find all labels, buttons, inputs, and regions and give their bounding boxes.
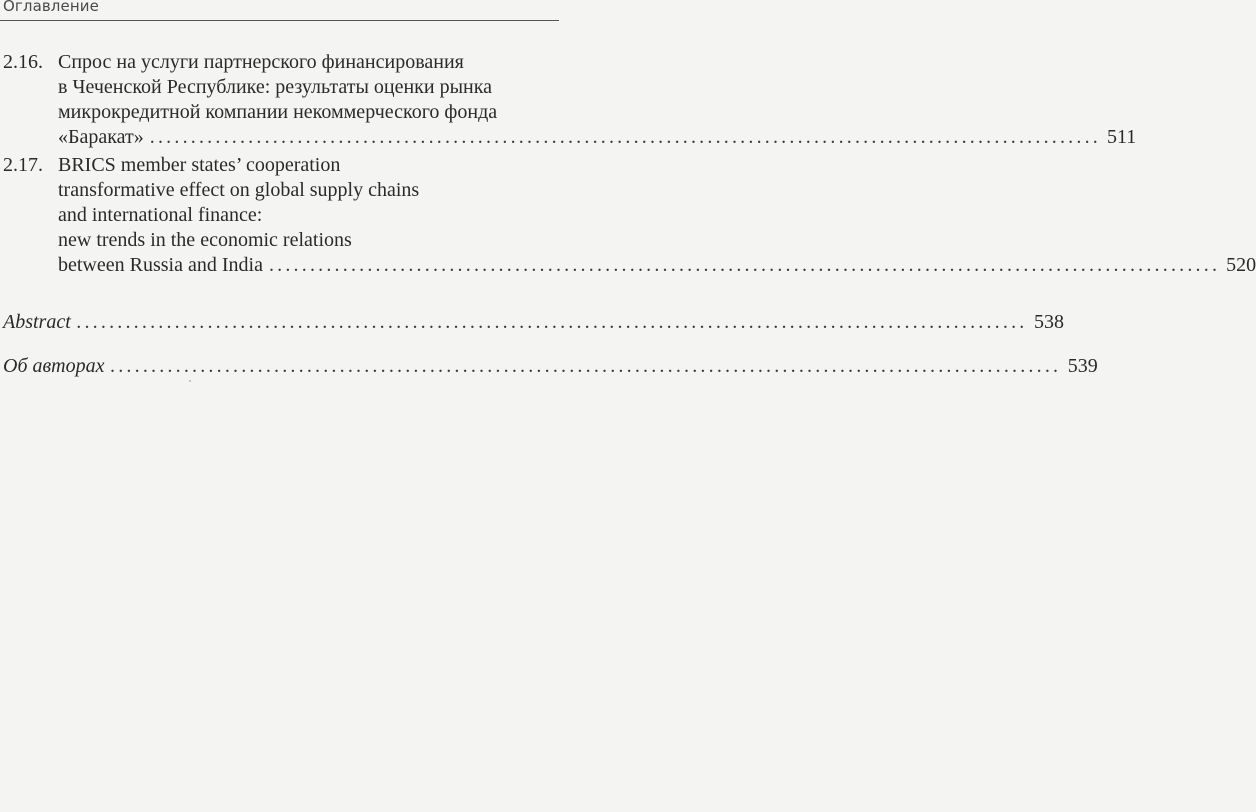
toc-entry-title-line: в Чеченской Республике: результаты оценки рынка [58, 76, 493, 98]
toc-entry-title: Abstract [3, 311, 71, 333]
page-number: 520 [1226, 254, 1256, 276]
toc-entry-title-line: микрокредитной компании некоммерческого фонда [58, 101, 498, 123]
toc-entry-last-line [58, 253, 1256, 278]
print-speck [189, 380, 191, 382]
dot-leader: .................................................................................................................... [110, 355, 1062, 377]
toc-entry-title-line: new trends in the economic relations [58, 229, 352, 251]
dot-leader: .................................................................................................................... [268, 254, 1221, 276]
toc-entry-abstract [3, 310, 1064, 335]
toc-entry-authors [3, 354, 1098, 379]
dot-leader: .................................................................................................................... [149, 126, 1101, 148]
running-header [0, 0, 559, 22]
dot-leader: .................................................................................................................... [76, 311, 1028, 333]
toc-entry-title-line: and international finance: [58, 204, 263, 226]
toc-entry-title-line: BRICS member states’ cooperation [58, 154, 341, 176]
page-number: 538 [1033, 311, 1064, 333]
toc-entry-number: 2.17. [3, 154, 43, 176]
toc-entry-last-line [58, 125, 1137, 150]
toc-entry-title-line: transformative effect on global supply chains [58, 179, 420, 201]
page-number: 511 [1106, 126, 1137, 148]
toc-entry-title-line: Спрос на услуги партнерского финансирования [58, 51, 464, 73]
toc-entry-title: Об авторах [3, 355, 105, 377]
toc-entry-number: 2.16. [3, 51, 43, 73]
toc-entry-title-line: «Баракат» [58, 126, 144, 148]
header-rule [0, 20, 559, 21]
toc-entry-title-line: between Russia and India [58, 254, 263, 276]
page-number: 539 [1067, 355, 1098, 377]
running-header-title: Оглавление [3, 0, 99, 15]
